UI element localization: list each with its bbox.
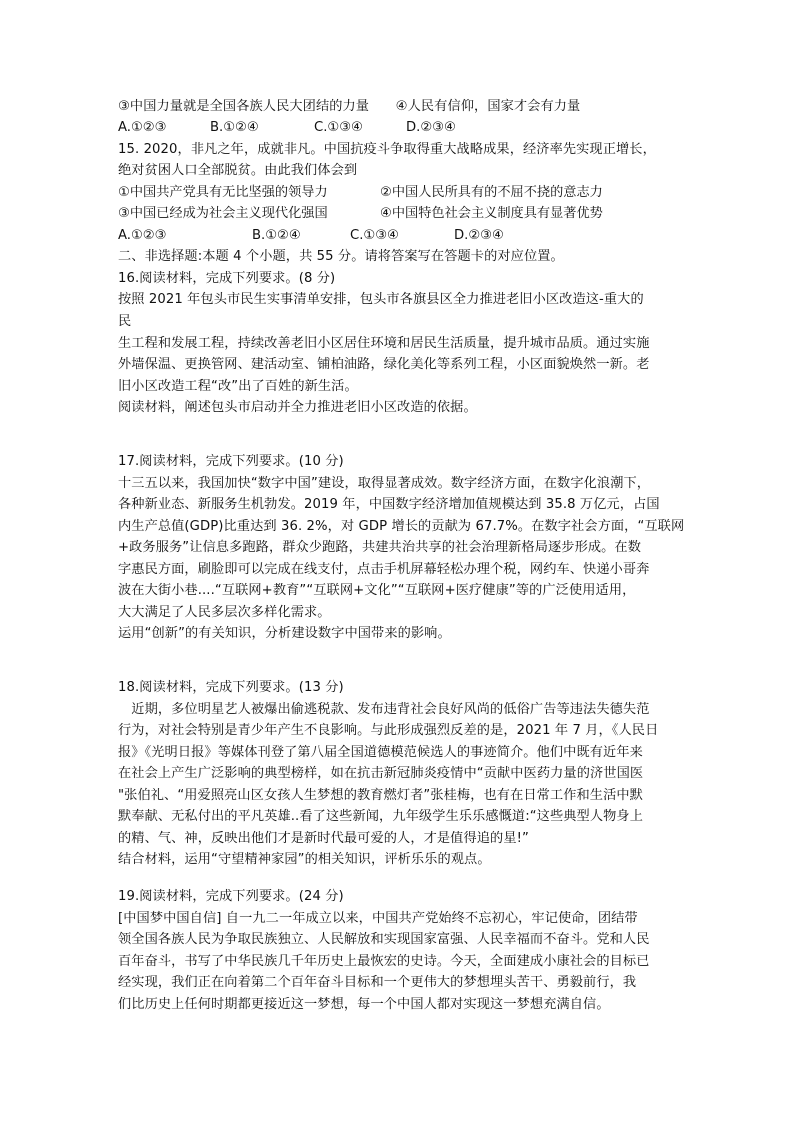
q16-body-line-3: 生工程和发展工程，持续改善老旧小区居住环境和居民生活质量，提升城市品质。通过实施 <box>118 336 650 351</box>
q18-body-line-2: 行为，对社会特别是青少年产生不良影响。与此形成强烈反差的是，2021 年 7 月，《人民日 <box>118 723 659 738</box>
q15-choice-1: ①中国共产党具有无比坚强的领导力 <box>118 185 328 200</box>
q17-body-line-3: 内生产总值(GDP)比重达到 36. 2%，对 GDP 增长的贡献为 67.7%。在数字社会方面，“互联网 <box>118 519 685 534</box>
q19-body-line-5: 们比历史上任何时期都更接近这一梦想，每一个中国人都对实现这一梦想充满自信。 <box>118 997 610 1012</box>
q18-body-line-7: 的精、气、神，反映出他们才是新时代最可爱的人，才是值得追的星!” <box>118 831 529 846</box>
q18-body-line-6: 默奉献、无私付出的平凡英雄..看了这些新闻，九年级学生乐乐感慨道:“这些典型人物身上 <box>118 809 643 824</box>
q14-option-c: C.①③④ <box>314 120 363 135</box>
q15-choice-2: ②中国人民所具有的不屈不挠的意志力 <box>380 185 603 200</box>
q14-choices-line: ③中国力量就是全国各族人民大团结的力量 ④人民有信仰，国家才会有力量 <box>118 99 581 114</box>
q16-body-line-2: 民 <box>118 314 132 329</box>
q14-options <box>118 117 718 139</box>
q19-title: 19.阅读材料，完成下列要求。(24 分) <box>118 889 344 904</box>
q17-title: 17.阅读材料，完成下列要求。(10 分) <box>118 454 344 469</box>
q15-choices-a <box>118 182 718 204</box>
q14-option-d: D.②③④ <box>406 120 456 135</box>
q14-option-b: B.①②④ <box>210 120 259 135</box>
q19-body-line-2: 领全国各族人民为争取民族独立、人民解放和实现国家富强、人民幸福而不奋斗。党和人民 <box>118 932 650 947</box>
q17-body-line-7: 大大满足了人民多层次多样化需求。 <box>118 605 331 620</box>
q18-body-line-5: "张伯礼、“用爱照亮山区女孩人生梦想的教育燃灯者”张桂梅，也有在日常工作和生活中默 <box>118 788 643 803</box>
q18-title: 18.阅读材料，完成下列要求。(13 分) <box>118 680 344 695</box>
q19-body-line-3: 百年奋斗，书写了中华民族几千年历史上最恢宏的史诗。今天，全面建成小康社会的目标已 <box>118 954 650 969</box>
q15-choices-b <box>118 203 718 225</box>
q19-body-line-1: [中国梦中国自信] 自一九二一年成立以来，中国共产党始终不忘初心，牢记使命，团结带 <box>118 911 638 926</box>
q15-option-d: D.②③④ <box>454 228 504 243</box>
q18-body-line-3: 报》《光明日报》等媒体刊登了第八届全国道德模范候选人的事迹简介。他们中既有近年来 <box>118 745 643 760</box>
q17-body-line-1: 十三五以来，我国加快“数字中国”建设，取得显著成效。数字经济方面，在数字化浪潮下， <box>118 476 651 491</box>
q15-option-c: C.①③④ <box>350 228 399 243</box>
q15-stem-line-1: 15. 2020，非凡之年，成就非凡。中国抗疫斗争取得重大战略成果，经济率先实现正增长， <box>118 142 656 157</box>
section2-heading: 二、非选择题:本题 4 个小题，共 55 分。请将答案写在答题卡的对应位置。 <box>118 249 564 264</box>
q18-body-line-4: 在社会上产生广泛影响的典型榜样，如在抗击新冠肺炎疫情中“贡献中医药力量的济世国医 <box>118 766 644 781</box>
q15-options <box>118 225 718 247</box>
q19-body-line-4: 经实现，我们正在向着第二个百年奋斗目标和一个更伟大的梦想埋头苦干、勇毅前行，我 <box>118 975 637 990</box>
q16-body-line-4: 外墙保温、更换管网、建活动室、铺柏油路，绿化美化等系列工程，小区面貌焕然一新。老 <box>118 357 650 372</box>
q17-body-line-5: 字惠民方面，刷脸即可以完成在线支付，点击手机屏幕轻松办理个税，网约车、快递小哥奔 <box>118 562 650 577</box>
q16-title: 16.阅读材料，完成下列要求。(8 分) <box>118 271 336 286</box>
q15-option-b: B.①②④ <box>252 228 301 243</box>
q15-choice-3: ③中国已经成为社会主义现代化强国 <box>118 206 328 221</box>
q17-body-line-6: 波在大街小巷....“互联网+教育”“互联网+文化”“互联网+医疗健康”等的广泛使用适用， <box>118 583 636 598</box>
q16-body-line-5: 旧小区改造工程“改”出了百姓的新生活。 <box>118 379 358 394</box>
q17-task: 运用“创新”的有关知识，分析建设数字中国带来的影响。 <box>118 626 451 641</box>
q16-task: 阅读材料，阐述包头市启动并全力推进老旧小区改造的依据。 <box>118 400 477 415</box>
q17-body-line-2: 各种新业态、新服务生机勃发。2019 年，中国数字经济增加值规模达到 35.8 万亿元，占国 <box>118 497 660 512</box>
q17-body-line-4: +政务服务”让信息多跑路，群众少跑路，共建共治共享的社会治理新格局逐步形成。在数 <box>118 540 642 555</box>
q18-body-line-1: 近期，多位明星艺人被爆出偷逃税款、发布违背社会良好风尚的低俗广告等违法失德失范 <box>118 702 650 717</box>
q15-stem-line-2: 绝对贫困人口全部脱贫。由此我们体会到 <box>118 163 358 178</box>
q16-body-line-1: 按照 2021 年包头市民生实事清单安排，包头市各旗县区全力推进老旧小区改造这-重大的 <box>118 292 644 307</box>
q18-task: 结合材料，运用“守望精神家园”的相关知识，评析乐乐的观点。 <box>118 852 491 867</box>
q15-option-a: A.①②③ <box>118 228 167 243</box>
q14-option-a: A.①②③ <box>118 120 167 135</box>
q15-choice-4: ④中国特色社会主义制度具有显著优势 <box>380 206 603 221</box>
